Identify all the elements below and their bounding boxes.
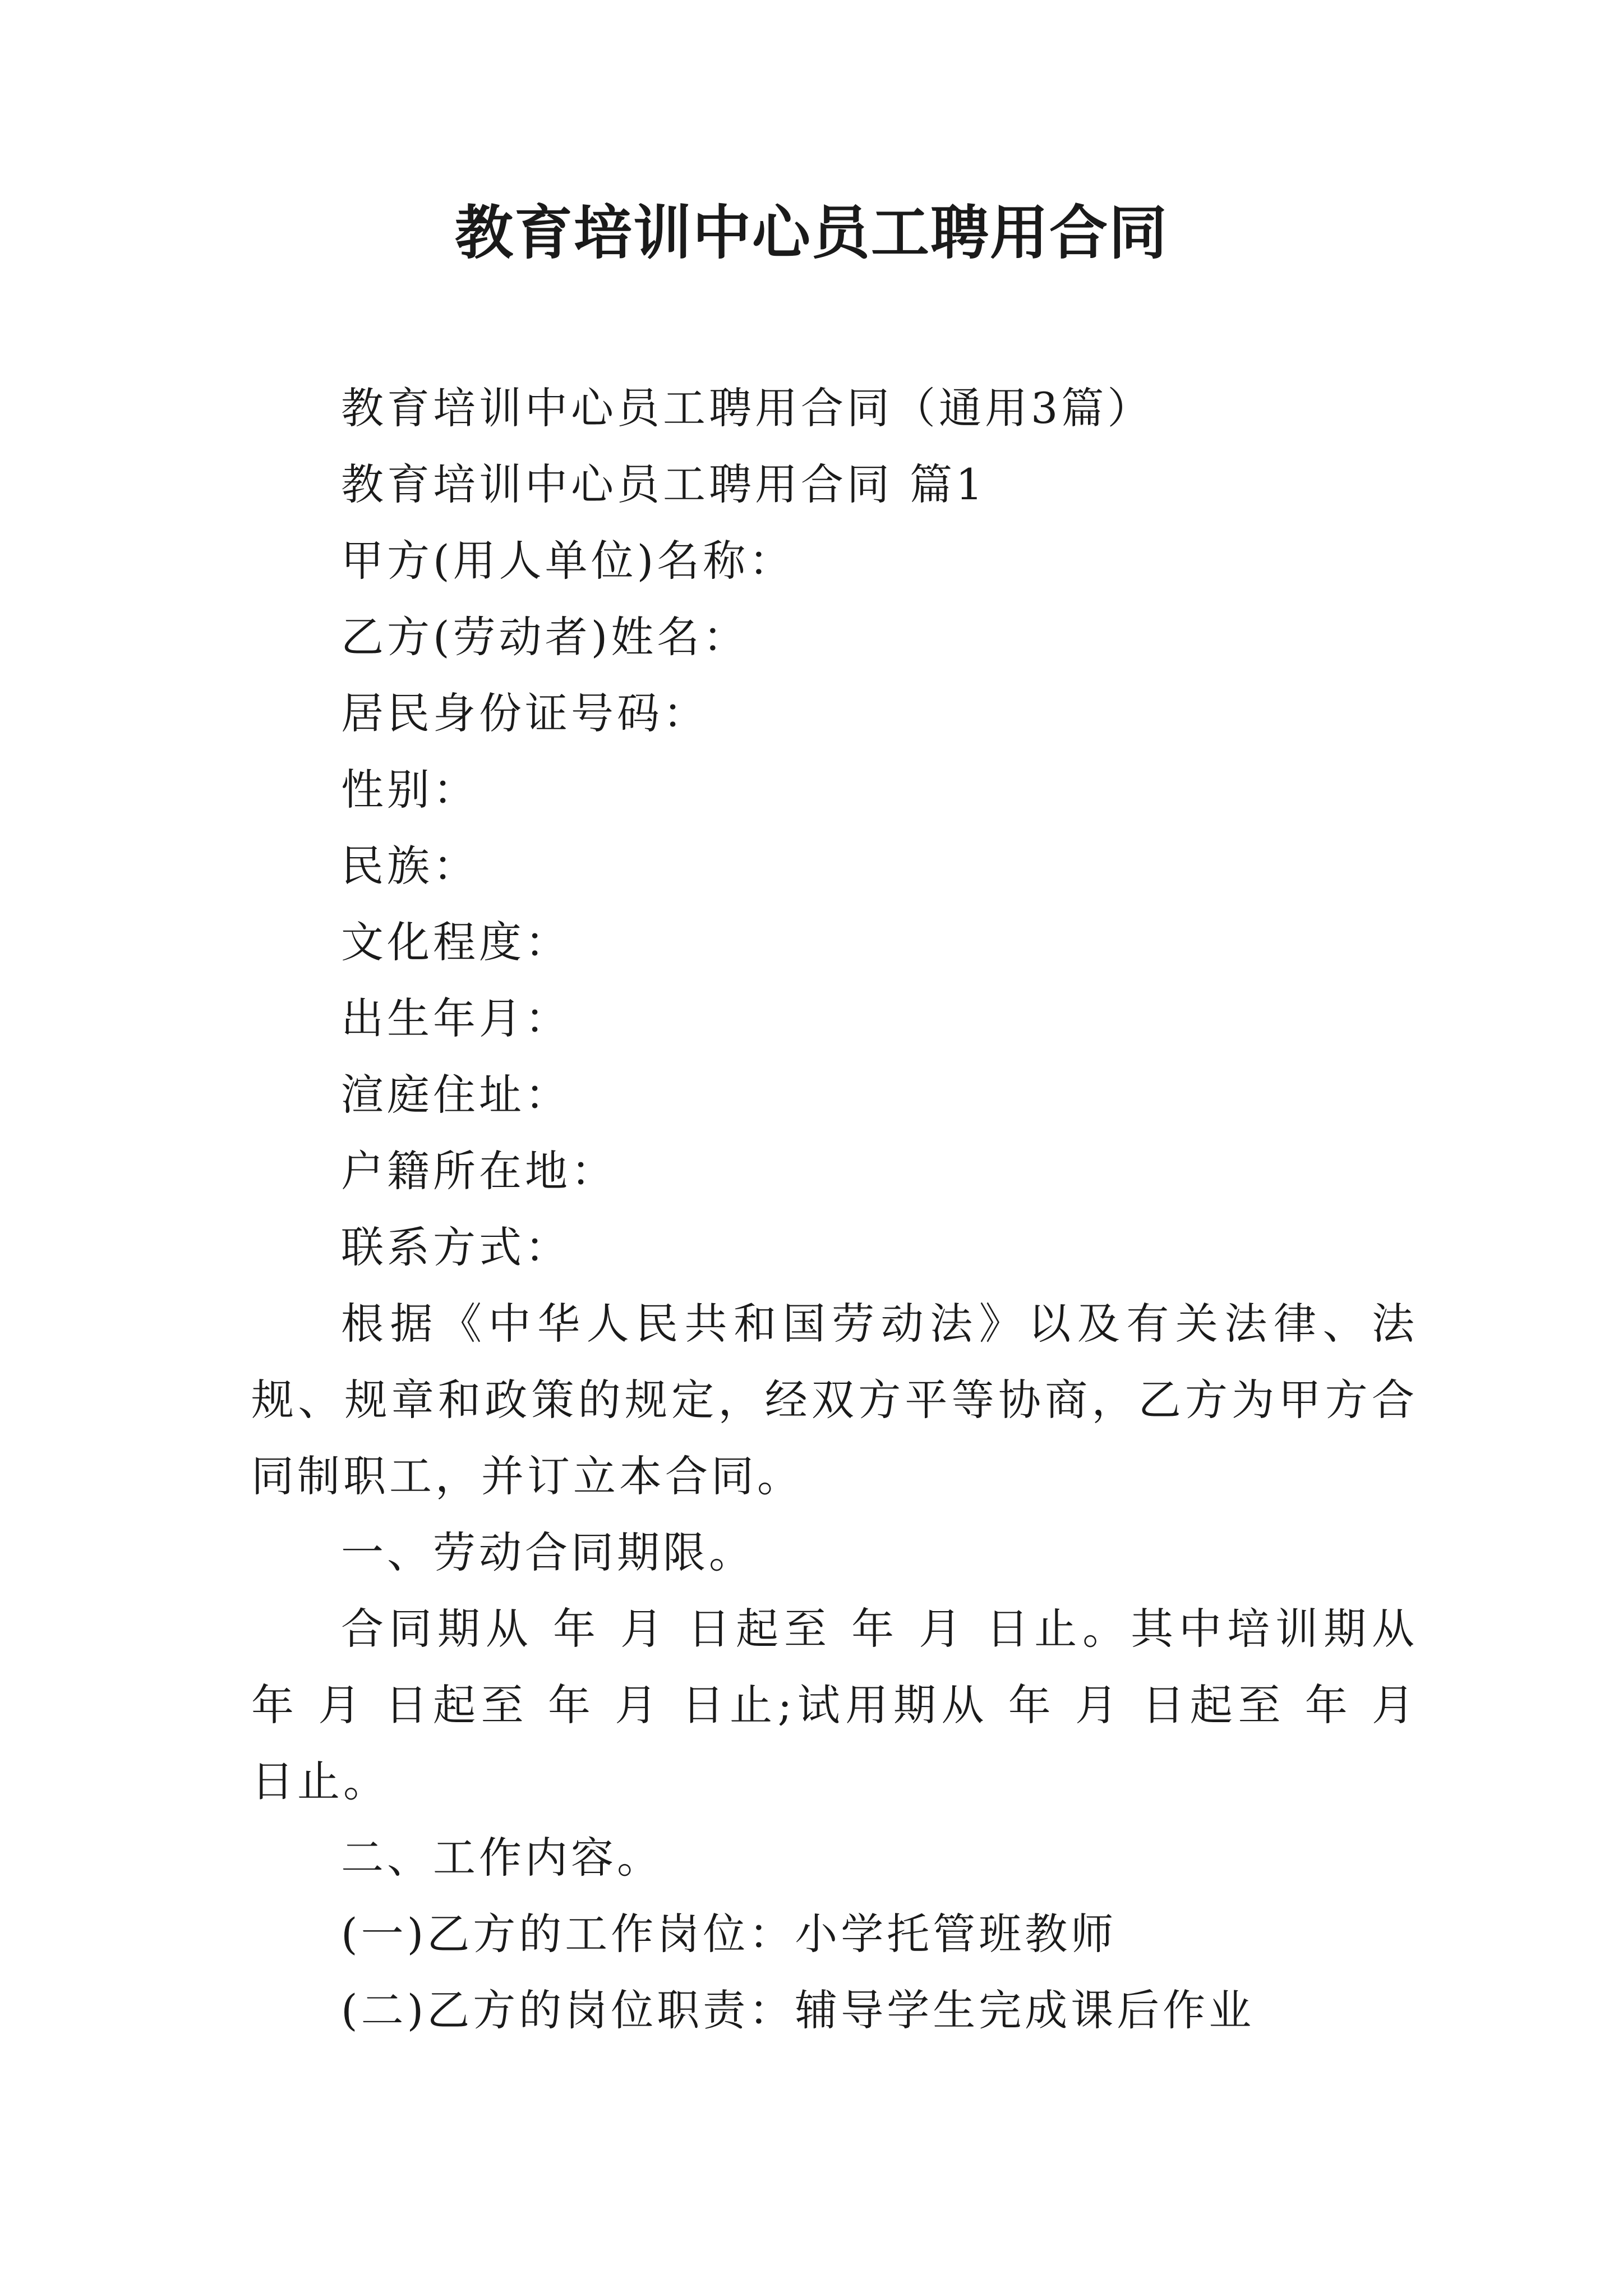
clause-heading-work: 二、工作内容。	[341, 1833, 663, 1883]
document-title: 教育培训中心员工聘用合同	[454, 198, 1168, 267]
contract-preamble: 根据《中华人民共和国劳动法》以及有关法律、法规、规章和政策的规定，经双方平等协商，乙方为甲方合同制职工，并订立本合同。	[251, 1299, 1418, 1501]
field-gender: 性别：	[341, 765, 479, 815]
field-id-number: 居民身份证号码：	[341, 688, 709, 738]
field-education: 文化程度：	[341, 917, 571, 967]
field-ethnicity: 民族：	[341, 841, 479, 891]
clause-term-body: 合同期从 年 月 日起至 年 月 日止。其中培训期从 年 月 日起至 年 月 日止;试用期从 年 月 日起至 年 月 日止。	[251, 1604, 1418, 1806]
field-household-location: 户籍所在地：	[341, 1146, 617, 1196]
clause-heading-term: 一、劳动合同期限。	[341, 1527, 755, 1577]
field-home-address: 渲庭住址：	[341, 1070, 571, 1120]
field-birth-date: 出生年月：	[341, 993, 571, 1043]
field-employee-name: 乙方(劳动者)姓名：	[341, 612, 749, 662]
field-employer-name: 甲方(用人单位)名称：	[341, 536, 795, 586]
document-body	[251, 370, 1418, 2049]
section-heading: 教育培训中心员工聘用合同 篇1	[341, 459, 986, 509]
field-contact: 联系方式：	[341, 1222, 571, 1272]
document-subtitle: 教育培训中心员工聘用合同（通用3篇）	[341, 383, 1154, 433]
clause-work-duties: (二)乙方的岗位职责：辅导学生完成课后作业	[341, 1985, 1255, 2035]
clause-work-position: (一)乙方的工作岗位：小学托管班教师	[341, 1909, 1117, 1959]
